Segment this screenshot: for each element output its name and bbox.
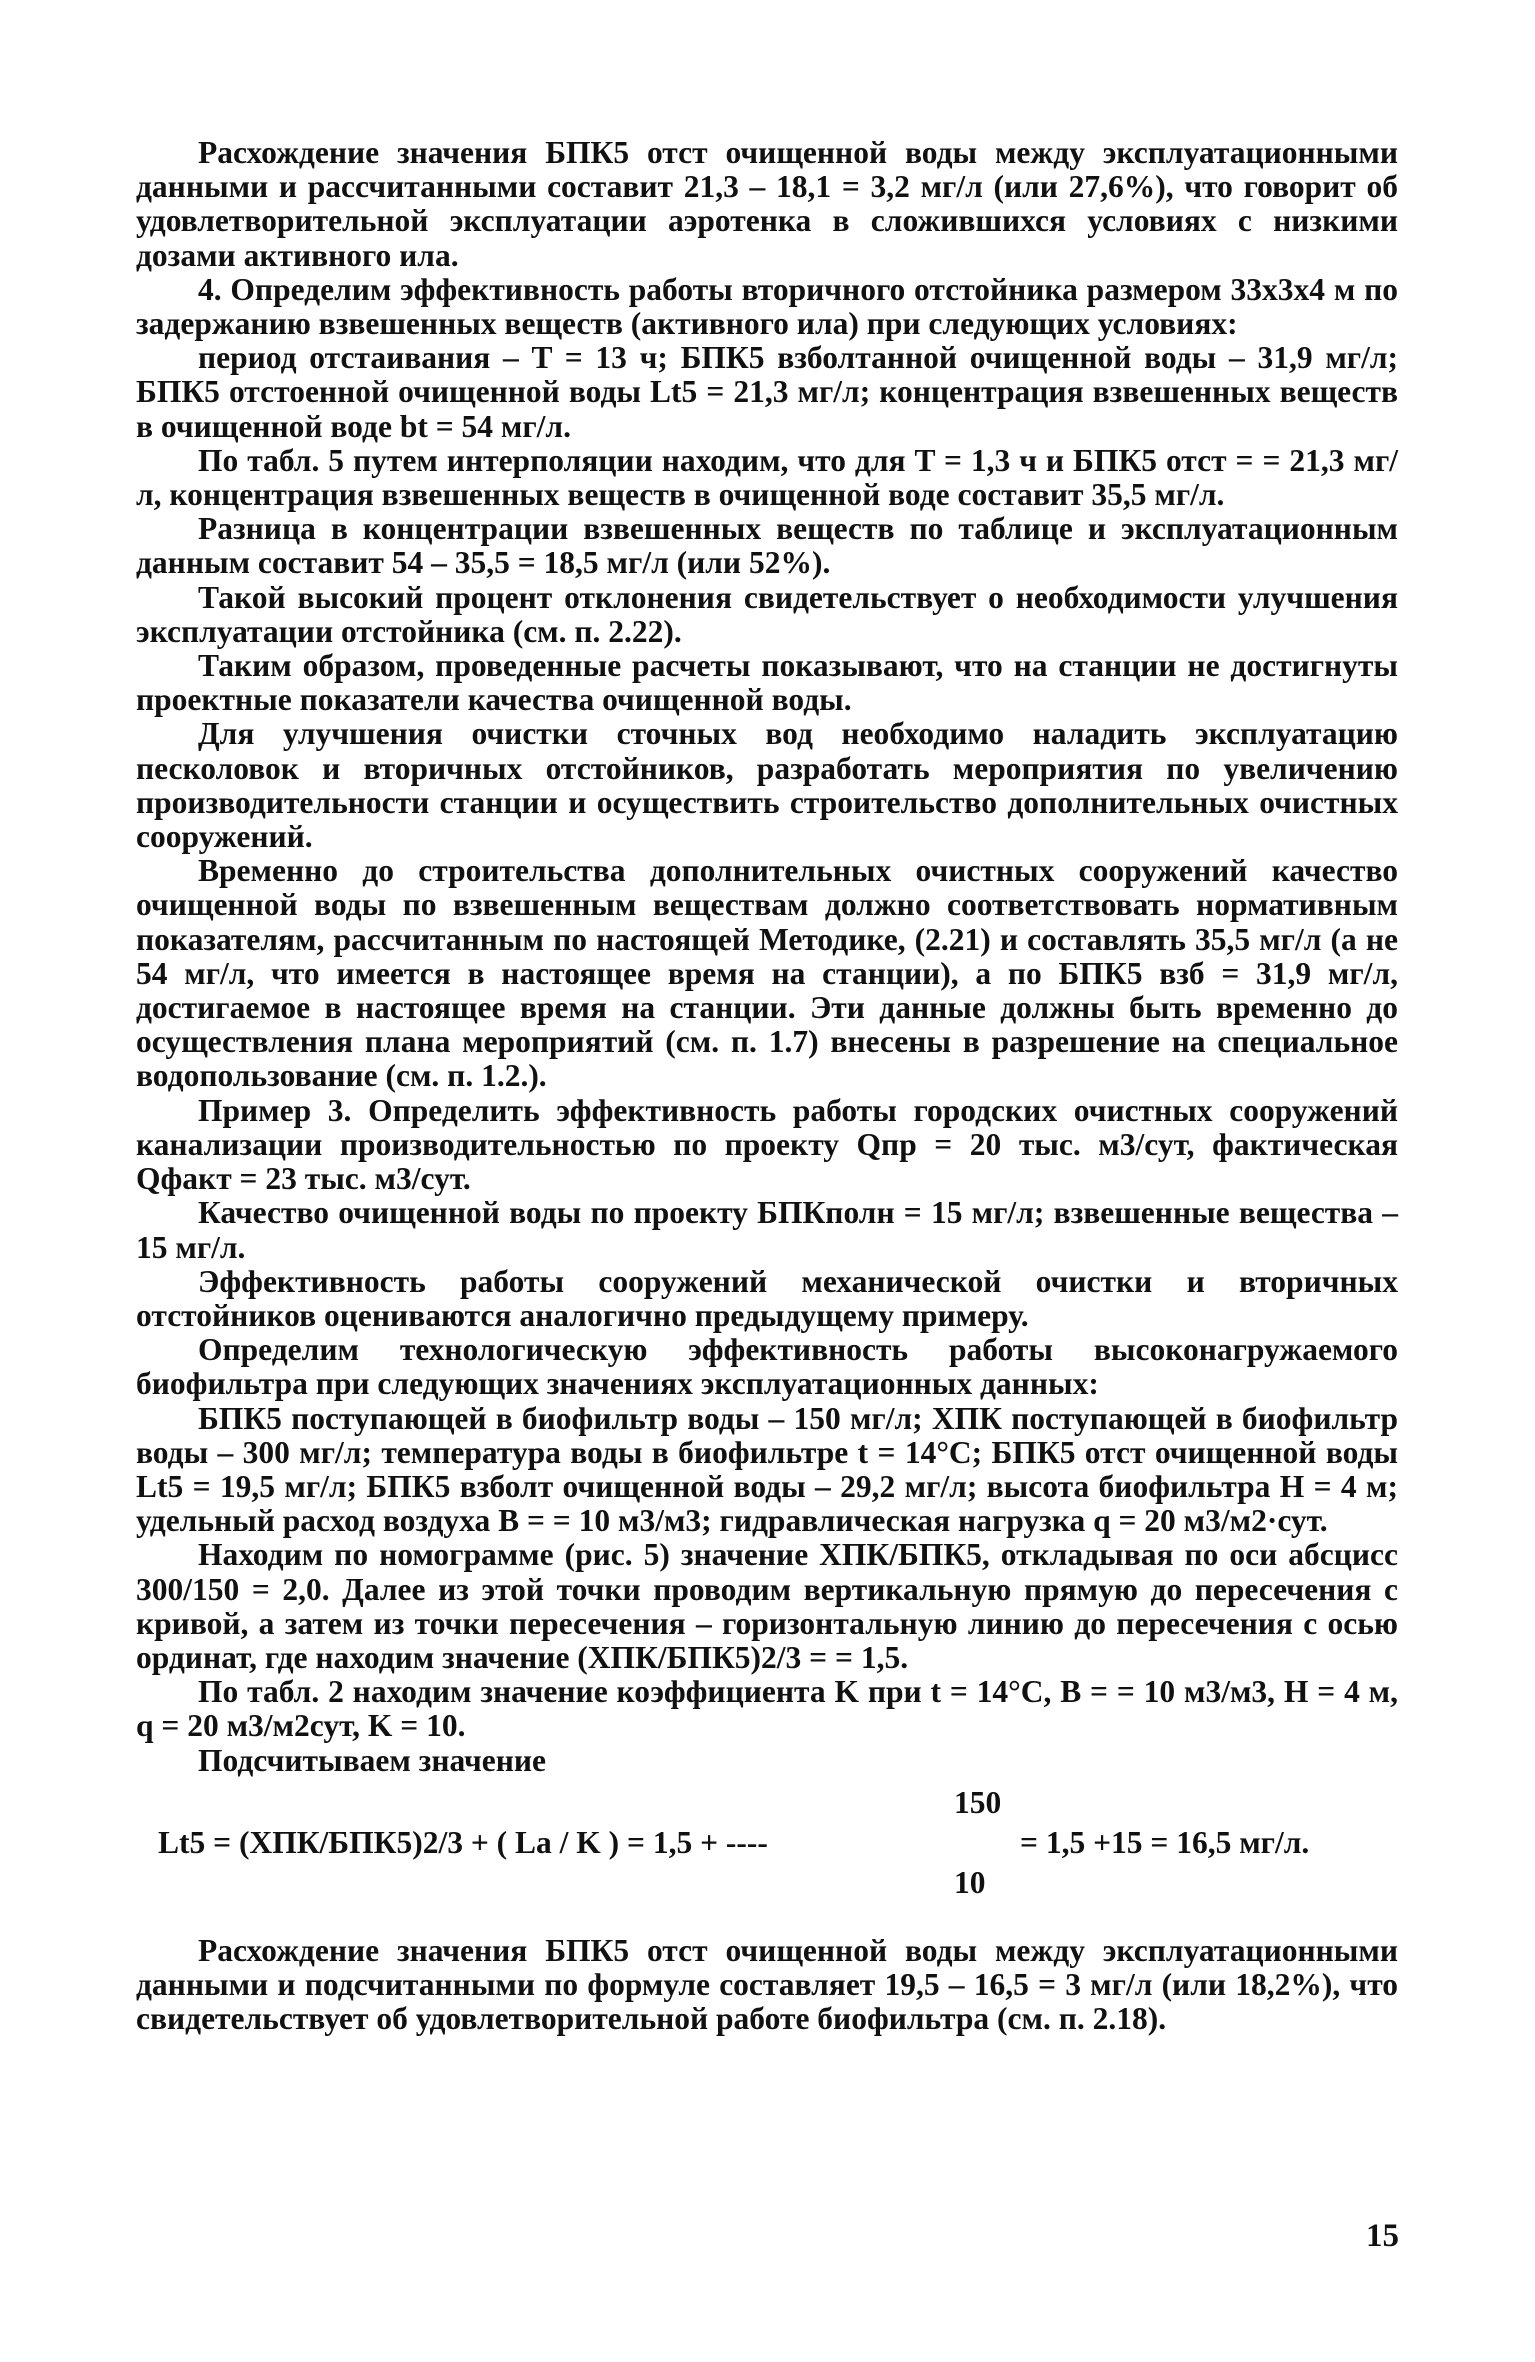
paragraph-4: По табл. 5 путем интерполяции находим, что для T = 1,3 ч и БПК5 отст = = 21,3 мг/л, концентрация взвешенных веществ в очищенной воде составит 35,5 мг/л. <box>136 442 1398 513</box>
formula-block <box>136 1786 1398 1906</box>
paragraph-11: Качество очищенной воды по проекту БПКполн = 15 мг/л; взвешенные вещества – 15 мг/л. <box>136 1195 1398 1265</box>
paragraph-3: период отстаивания – T = 13 ч; БПК5 взболтанной очищенной воды – 31,9 мг/л; БПК5 отстоенной очищенной воды Lt5 = 21,3 мг/л; концентрация взвешенных веществ в очищенной воде bt = 54 мг/л. <box>136 340 1398 444</box>
paragraph-8: Для улучшения очистки сточных вод необходимо наладить эксплуатацию песколовок и вторичных отстойников, разработать мероприятия по увеличению производительности станции и осуществить строительство дополнительных очистных сооружений. <box>136 716 1398 855</box>
paragraph-12: Эффективность работы сооружений механической очистки и вторичных отстойников оцениваются аналогично предыдущему примеру. <box>136 1263 1398 1333</box>
document-page <box>136 136 1398 2036</box>
paragraph-2: 4. Определим эффективность работы вторичного отстойника размером 33х3х4 м по задержанию взвешенных веществ (активного ила) при следующих условиях: <box>136 271 1398 342</box>
paragraph-16: По табл. 2 находим значение коэффициента K при t = 14°С, B = = 10 м3/м3, H = 4 м, q = 20 м3/м2сут, K = 10. <box>136 1674 1398 1744</box>
paragraph-7: Таким образом, проведенные расчеты показывают, что на станции не достигнуты проектные показатели качества очищенной воды. <box>136 648 1398 718</box>
paragraph-9: Временно до строительства дополнительных очистных сооружений качество очищенной воды по взвешенным веществам должно соответствовать нормативным показателям, рассчитанным по настоящей Методике, (2.21) и составлять 35,5 мг/л (а не 54 мг/л, что имеется в настоящее время на станции), а по БПК5 взб = 31,9 мг/л, достигаемое в настоящее время на станции. Эти данные должны быть временно до осуществления плана мероприятий (см. п. 1.7) внесены в разрешение на специальное водопользование (см. п. 1.2.). <box>136 853 1398 1094</box>
paragraph-15: Находим по номограмме (рис. 5) значение ХПК/БПК5, откладывая по оси абсцисс 300/150 = 2,0. Далее из этой точки проводим вертикальную прямую до пересечения с кривой, а затем из точки пересечения – горизонтальную линию до пересечения с осью ординат, где находим значение (ХПК/БПК5)2/3 = = 1,5. <box>136 1537 1398 1675</box>
paragraph-14: БПК5 поступающей в биофильтр воды – 150 мг/л; ХПК поступающей в биофильтр воды – 300 мг/л; температура воды в биофильтре t = 14°С; БПК5 отст очищенной воды Lt5 = 19,5 мг/л; БПК5 взболт очищенной воды – 29,2 мг/л; высота биофильтра H = 4 м; удельный расход воздуха B = = 10 м3/м3; гидравлическая нагрузка q = 20 м3/м2·сут. <box>136 1400 1398 1539</box>
formula-numerator: 150 <box>954 1784 1002 1820</box>
paragraph-5: Разница в концентрации взвешенных веществ по таблице и эксплуатационным данным составит 54 – 35,5 = 18,5 мг/л (или 52%). <box>136 511 1398 581</box>
formula-rhs: = 1,5 +15 = 16,5 мг/л. <box>1020 1824 1310 1860</box>
formula-denominator: 10 <box>954 1864 986 1900</box>
closing-paragraph: Расхождение значения БПК5 отст очищенной воды между эксплуатационными данными и подсчитанными по формуле составляет 19,5 – 16,5 = 3 мг/л (или 18,2%), что свидетельствует об удовлетворительной работе биофильтра (см. п. 2.18). <box>136 1932 1398 2037</box>
paragraph-10: Пример 3. Определить эффективность работы городских очистных сооружений канализации производительностью по проекту Qпр = 20 тыс. м3/сут, фактическая Qфакт = 23 тыс. м3/сут. <box>136 1092 1398 1197</box>
formula-lhs: Lt5 = (ХПК/БПК5)2/3 + ( La / K ) = 1,5 + ---- <box>158 1824 768 1860</box>
paragraph-13: Определим технологическую эффективность работы высоконагружаемого биофильтра при следующих значениях эксплуатационных данных: <box>136 1332 1398 1402</box>
page-number: 15 <box>1366 2218 1399 2254</box>
paragraph-17: Подсчитываем значение <box>198 1742 547 1778</box>
paragraph-1: Расхождение значения БПК5 отст очищенной воды между эксплуатационными данными и рассчитанными составит 21,3 – 18,1 = 3,2 мг/л (или 27,6%), что говорит об удовлетворительной эксплуатации аэротенка в сложившихся условиях с низкими дозами активного ила. <box>136 135 1398 273</box>
paragraph-6: Такой высокий процент отклонения свидетельствует о необходимости улучшения эксплуатации отстойника (см. п. 2.22). <box>136 579 1398 649</box>
